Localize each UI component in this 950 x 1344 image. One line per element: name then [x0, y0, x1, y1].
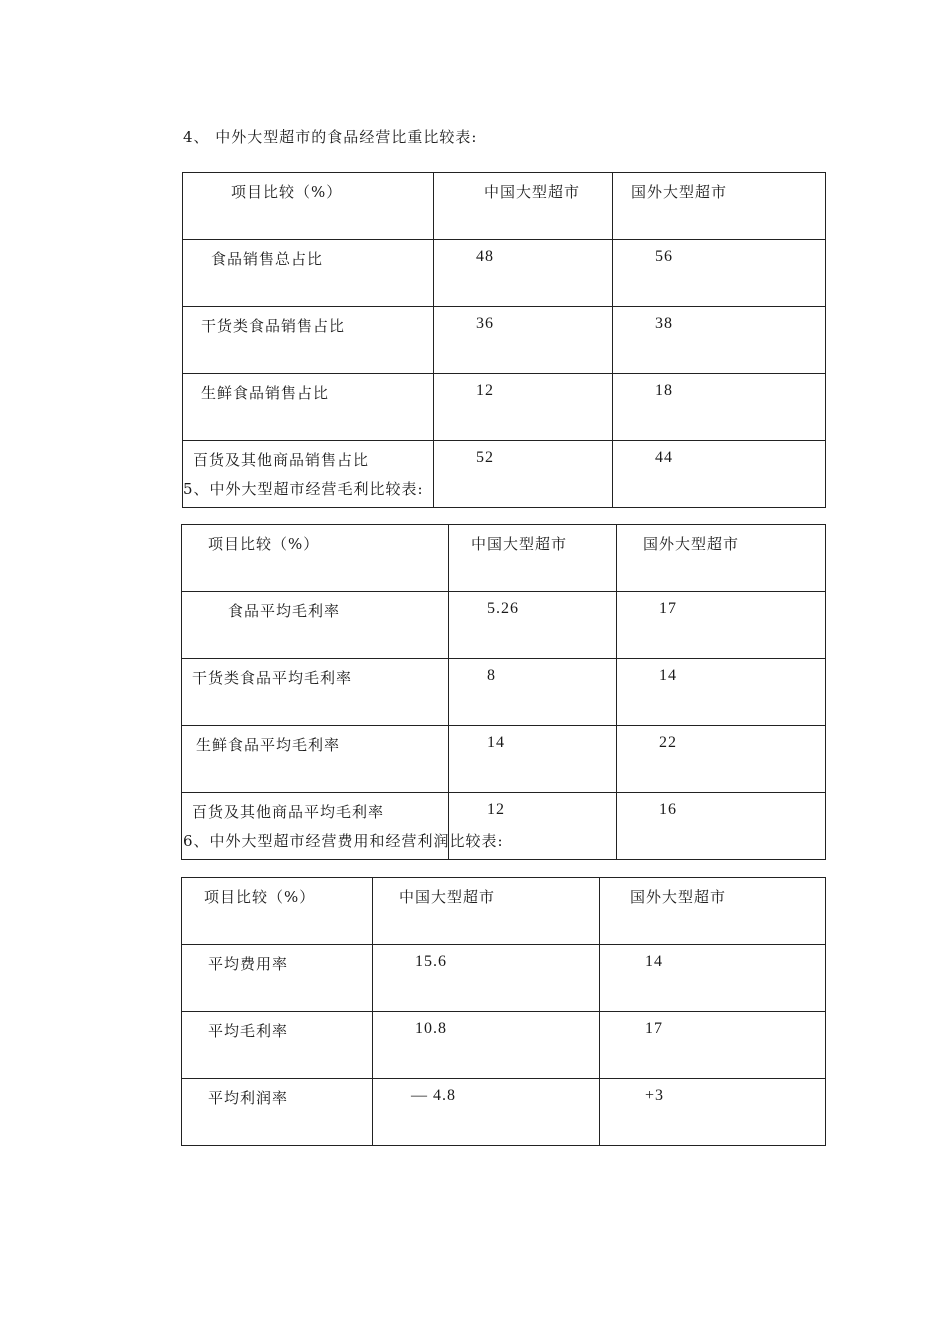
header-cell-foreign: 国外大型超市 — [600, 878, 826, 945]
table-header-row — [182, 525, 826, 592]
foreign-value: 16 — [617, 793, 826, 860]
table-row — [183, 307, 826, 374]
china-value: 12 — [434, 374, 613, 441]
table-row — [183, 240, 826, 307]
section-6-heading: 6、中外大型超市经营费用和经营利润比较表: — [183, 832, 504, 850]
header-cell-china: 中国大型超市 — [434, 173, 613, 240]
china-value: 15.6 — [373, 945, 600, 1012]
table-row — [182, 592, 826, 659]
food-share-table — [182, 172, 826, 508]
table-row — [182, 1079, 826, 1146]
section-5-heading: 5、中外大型超市经营毛利比较表: — [183, 480, 424, 498]
row-label: 食品销售总占比 — [183, 240, 434, 307]
row-label: 平均毛利率 — [182, 1012, 373, 1079]
header-cell-foreign: 国外大型超市 — [613, 173, 826, 240]
row-label: 干货类食品销售占比 — [183, 307, 434, 374]
china-value: 52 — [434, 441, 613, 508]
foreign-value: 17 — [600, 1012, 826, 1079]
table-row — [182, 945, 826, 1012]
row-label: 食品平均毛利率 — [182, 592, 449, 659]
foreign-value: 14 — [600, 945, 826, 1012]
foreign-value: 56 — [613, 240, 826, 307]
table-row — [182, 1012, 826, 1079]
row-label: 百货及其他商品销售占比 — [183, 441, 434, 508]
header-cell-item: 项目比较（%） — [182, 525, 449, 592]
table-row — [182, 726, 826, 793]
foreign-value: +3 — [600, 1079, 826, 1146]
china-value: 14 — [449, 726, 617, 793]
china-value: — 4.8 — [373, 1079, 600, 1146]
header-cell-item: 项目比较（%） — [182, 878, 373, 945]
foreign-value: 38 — [613, 307, 826, 374]
china-value: 48 — [434, 240, 613, 307]
row-label: 生鲜食品平均毛利率 — [182, 726, 449, 793]
foreign-value: 17 — [617, 592, 826, 659]
china-value: 36 — [434, 307, 613, 374]
foreign-value: 22 — [617, 726, 826, 793]
row-label: 生鲜食品销售占比 — [183, 374, 434, 441]
china-value: 12 — [449, 793, 617, 860]
china-value: 5.26 — [449, 592, 617, 659]
china-value: 8 — [449, 659, 617, 726]
row-label: 干货类食品平均毛利率 — [182, 659, 449, 726]
header-cell-foreign: 国外大型超市 — [617, 525, 826, 592]
table-header-row — [183, 173, 826, 240]
foreign-value: 44 — [613, 441, 826, 508]
row-label: 百货及其他商品平均毛利率 — [182, 793, 449, 860]
header-cell-china: 中国大型超市 — [449, 525, 617, 592]
row-label: 平均利润率 — [182, 1079, 373, 1146]
foreign-value: 14 — [617, 659, 826, 726]
header-cell-item: 项目比较（%） — [183, 173, 434, 240]
gross-margin-table — [181, 524, 826, 860]
table-row — [182, 659, 826, 726]
row-label: 平均费用率 — [182, 945, 373, 1012]
china-value: 10.8 — [373, 1012, 600, 1079]
expense-profit-table — [181, 877, 826, 1146]
foreign-value: 18 — [613, 374, 826, 441]
section-4-heading: 4、 中外大型超市的食品经营比重比较表: — [183, 128, 478, 146]
table-header-row — [182, 878, 826, 945]
header-cell-china: 中国大型超市 — [373, 878, 600, 945]
table-row — [183, 374, 826, 441]
